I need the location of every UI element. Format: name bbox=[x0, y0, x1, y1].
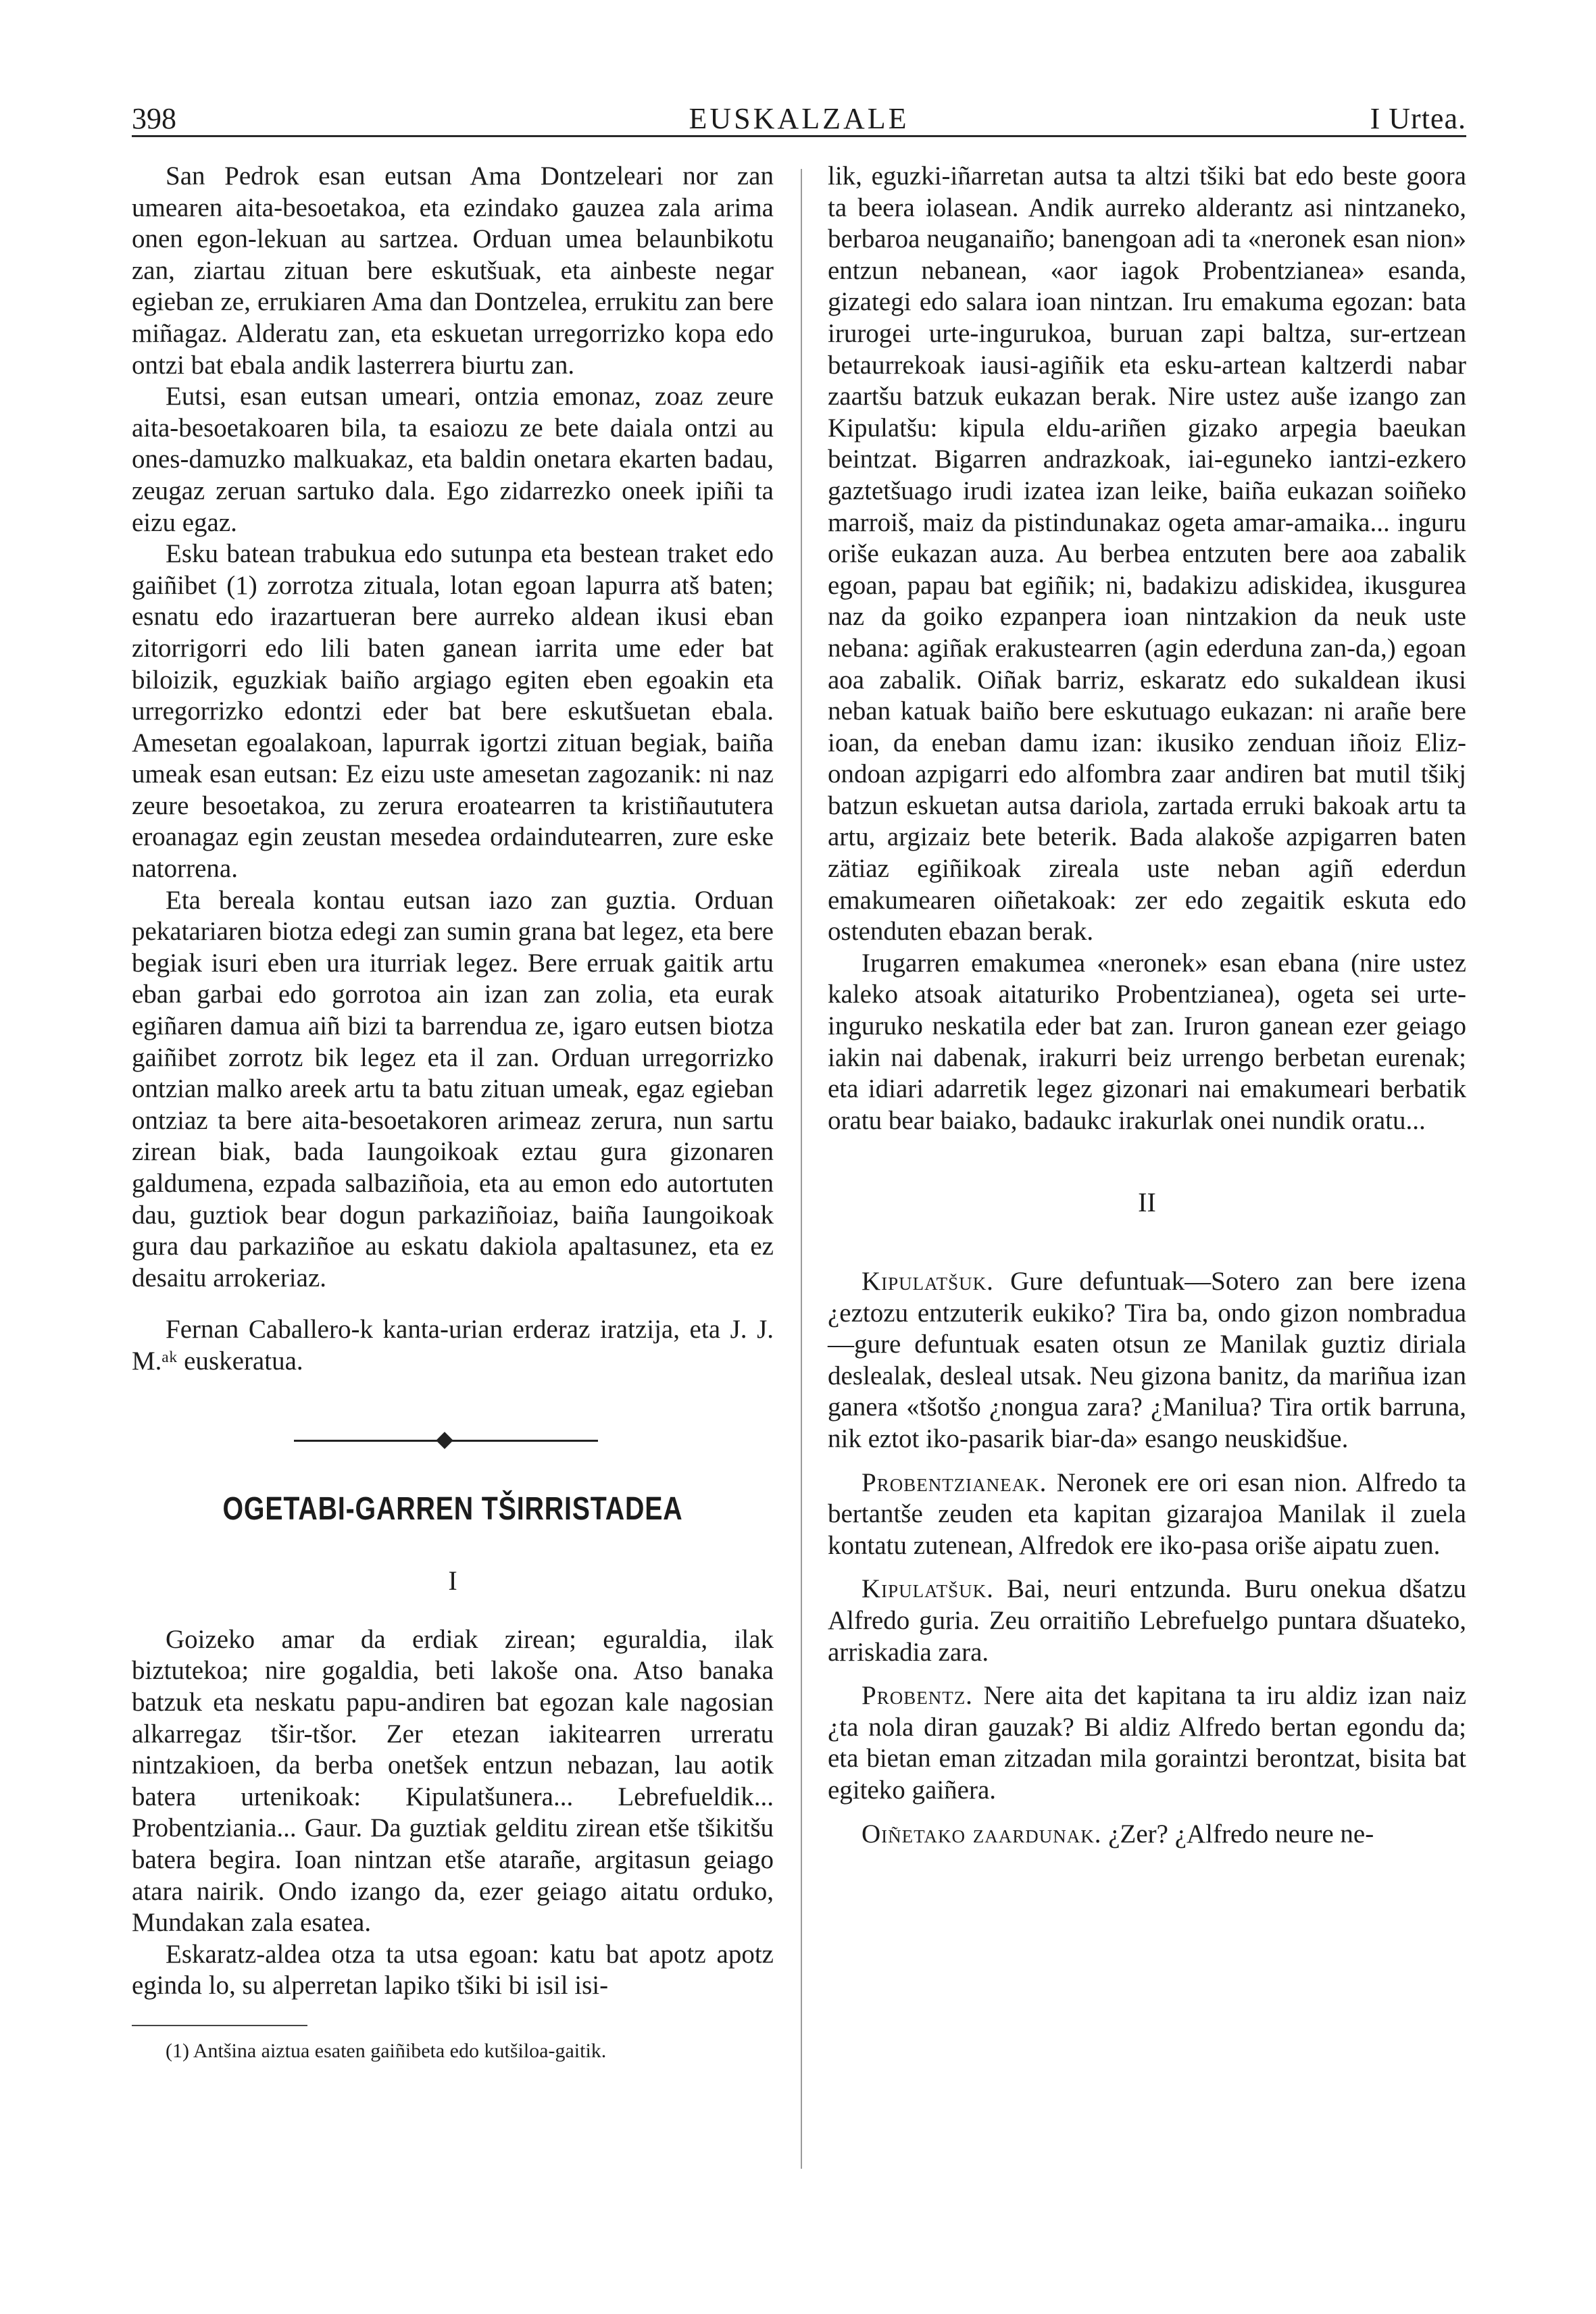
dialogue-line bbox=[828, 1266, 1466, 1455]
left-column bbox=[132, 161, 774, 2064]
dialogue-line bbox=[828, 1467, 1466, 1562]
speaker-name: Oiñetako zaardunak. bbox=[862, 1819, 1102, 1848]
paragraph: San Pedrok esan eutsan Ama Dontzeleari nor zan umearen aita-besoetakoa, eta ezindako gauzea zala arima onen egon-lekuan au sartzea. Orduan umea belaunbikotu zan, ziartau zituan bere eskutšuak, eta ainbeste negar egieban ze, errukiaren Ama dan Dontzelea, errukitu zan bere miñagaz. Alderatu zan, eta eskuetan urregorrizko kopa edo ontzi bat ebala andik lasterrera biurtu zan. bbox=[132, 161, 774, 380]
column-divider bbox=[801, 169, 802, 2169]
paragraph: Irugarren emakumea «neronek» esan ebana (nire ustez kaleko atsoak aitaturiko Probentzianea), ogeta sei urte-inguruko neskatila eder bat zan. Iruron ganean ezer geiago iakin nai dabenak, irakurri beiz urrengo berbetan eurenak; eta idiari adarretik legez gizonari nai emakumeari berbatik oratu bear baiako, badaukc irakurlak onei nundik oratu... bbox=[828, 948, 1466, 1135]
speaker-name: Kipulatšuk. bbox=[862, 1574, 994, 1604]
paragraph: Esku batean trabukua edo sutunpa eta bestean traket edo gaiñibet (1) zorrotza zituala, lotan egoan lapurra atš baten; esnatu edo irazartueran bere aurreko aldean ikusi eban zitorrigorri edo lili baten ganean iarrita ume eder bat biloizik, eguzkiak baiño argiago egiten eben egoakin eta urregorrizko edontzi eder bat bere eskutšuetan ebala. Amesetan egoalakoan, lapurrak igortzi zituan begiak, baiña umeak esan eutsan: Ez eizu uste amesetan zagozanik: ni naz zeure besoetakoa, zu zerura eroatearren ta kristiñaututera eroanagaz egin zeustan mesedea ordaindutearren, zure eske natorrena. bbox=[132, 539, 774, 884]
footnote: (1) Antšina aiztua esaten gaiñibeta edo kutšiloa-gaitik. bbox=[166, 2039, 607, 2062]
volume-label: I Urtea. bbox=[1370, 102, 1466, 135]
dialogue-line bbox=[828, 1680, 1466, 1806]
dialogue-line bbox=[828, 1819, 1466, 1851]
dialogue-text: Gure defuntuak—Sotero zan bere izena ¿eztozu entzuterik eukiko? Tira ba, ondo gizon nombradua—gure defuntuak esaten otsun ze Manilak guztiz diriala deslealak, desleal utsak. Neu gizona banitz, da mariñua izan ganera «tšotšo ¿nongua zara? ¿Manilua? Tira ortik barruna, nik eztot iko-pasarik biar-da» esango neuskidšue. bbox=[828, 1267, 1466, 1453]
attribution: Fernan Caballero-k kanta-urian erderaz iratzija, eta J. J. M.ᵃᵏ euskeratua. bbox=[132, 1315, 774, 1376]
dialogue-text: Neronek ere ori esan nion. Alfredo ta bertantše zeuden eta kapitan gizarajoa Manilak il zuela kontatu zutenean, Alfredok ere iko-pasa oriše aipatu zuen. bbox=[828, 1467, 1466, 1560]
paragraph: Eskaratz-aldea otza ta utsa egoan: katu bat apotz apotz eginda lo, su alperretan lapiko tšiki bi isil isi- bbox=[132, 1939, 774, 2001]
dialogue-text: ¿Zer? ¿Alfredo neure ne- bbox=[1108, 1819, 1374, 1848]
dialogue-text: Bai, neuri entzunda. Buru onekua dšatzu Alfredo guria. Zeu orraitiño Lebrefuelgo puntara dšuateko, arriskadia zara. bbox=[828, 1574, 1467, 1667]
section-title: OGETABI-GARREN TŠIRRISTADEA bbox=[222, 1490, 683, 1527]
running-title: EUSKALZALE bbox=[689, 102, 909, 135]
dialogue-text: Nere aita det kapitana ta iru aldiz izan naiz ¿ta nola diran gauzak? Bi aldiz Alfredo bertan egondu da; eta bietan eman zitzadan mila goraintzi berontzat, bisita bat egiteko gaiñera. bbox=[828, 1681, 1467, 1805]
paragraph: Eutsi, esan eutsan umeari, ontzia emonaz, zoaz zeure aita-besoetakoaren bila, ta esaiozu ze bete daiala ontzi au ones-damuzko malkuakaz, eta baldin onetara ekarten badau, zeugaz zeruan sartuko dala. Ego zidarrezko oneek ipiñi ta eizu egaz. bbox=[132, 382, 774, 537]
speaker-name: Probentzianeak. bbox=[862, 1467, 1047, 1497]
speaker-name: Probentz. bbox=[862, 1681, 973, 1711]
footnote-rule bbox=[132, 2025, 307, 2026]
part-number: I bbox=[448, 1565, 457, 1596]
dialogue-line bbox=[828, 1574, 1466, 1668]
paragraph: lik, eguzki-iñarretan autsa ta altzi tšiki bat edo beste goora ta beera iolasean. Andik aurreko alderantz asi nintzaneko, berbaroa neuganaiño; banengoan adi ta «neronek esan nion» entzun nebanean, «aor iagok Probentzianea» esanda, gizategi edo salara ioan nintzan. Iru emakuma egozan: bata irurogei urte-ingurukoa, buruan zapi baltza, sur-ertzean betaurrekoak iausi-agiñik eta esku-artean kaltzerdi nabar zaartšu batzuk eukazan berak. Nire ustez auše izango zan Kipulatšu: kipula eldu-ariñen gizako arpegia baeukan beintzat. Bigarren andrazkoak, iai-eguneko iantzi-ezkero gaztetšuago irudi izatea izan leike, baiña eukazan soiñeko marroiš, maiz da pistindunakaz ogeta amar-amaika... inguru oriše eukazan auza. Au berbea entzuten bere aoa zabalik egoan, papau bat egiñik; ni, badakizu adiskidea, ikusgurea naz da goiko ezpanpera ioan nintzakion da neuk uste nebana: agiñak erakustearren (agin ederduna zan-da,) egoan aoa zabalik. Oiñak barriz, eskaratz edo sukaldean ikusi neban katuak baiño bere eskutuago eukazan: ni arañe bere ioan, da eneban damu izan: ikusiko zenduan iñoiz Eliz-ondoan azpigarri edo alfombra zaar andiren bat mutil tšikj batzun eskuetan autsa dariola, zartada erruki bakoak artu ta artu, argizaiz bete beterik. Bada alakoše azpigarren baten zätiaz egiñikoak zireala uste neban agiñ ederdun emakumearen oiñetakoak: zer edo zegaitik eskuta edo ostenduten ebazan berak. bbox=[828, 161, 1466, 947]
right-column bbox=[828, 161, 1466, 1862]
page-header bbox=[132, 81, 1466, 137]
paragraph: Goizeko amar da erdiak zirean; eguraldia, ilak biztutekoa; nire gogaldia, beti lakoše ona. Atso banaka batzuk eta neskatu papu-andiren bat egozan kale nagosian alkarregaz tšir-tšor. Zer etezan iakitearren urreratu nintzakioen, da berba onetšek entzun nebazan, lau aotik batera urtenikoak: Kipulatšunera... Lebrefueldik... Probentziania... Gaur. Da guztiak gelditu zirean etše tšikitšu batera begira. Ioan nintzan etše atarañe, argitasun geiago atara nairik. Ondo izango da, ezer geiago aitatu orduko, Mundakan zala esatea. bbox=[132, 1624, 774, 1938]
section-ornament bbox=[132, 1426, 774, 1453]
page-number: 398 bbox=[132, 102, 176, 135]
diamond-icon bbox=[436, 1432, 453, 1449]
paragraph: Eta bereala kontau eutsan iazo zan guztia. Orduan pekatariaren biotza edegi zan sumin grana bat legez, eta bere begiak isuri eben ura iturriak legez. Bere erruak gaitik artu eban garbai edo gorrotoa ain izan zan zolia, eta eurak egiñaren damua aiñ bizi ta barrendua ze, igaro eutsen biotza gaiñibet zorrotz bik legez eta il zan. Orduan urregorrizko ontzian malko areek artu ta batu zituan umeak, egaz egieban ontziaz ta bere aita-besoetakoren arimeaz zerura, nun sartu zirean biak, bada Iaungoikoak eztau gura gizonaren galdumena, ezpada salbaziñoia, eta au emon edo autortuten dau, guztiok bear dogun parkaziñoiaz, baiña Iaungoikoak gura dau parkaziñoe au eskatu dakiola apaltasunez, eta ez desaitu arrokeriaz. bbox=[132, 885, 774, 1292]
speaker-name: Kipulatšuk. bbox=[862, 1267, 994, 1296]
part-number: II bbox=[1138, 1187, 1156, 1218]
